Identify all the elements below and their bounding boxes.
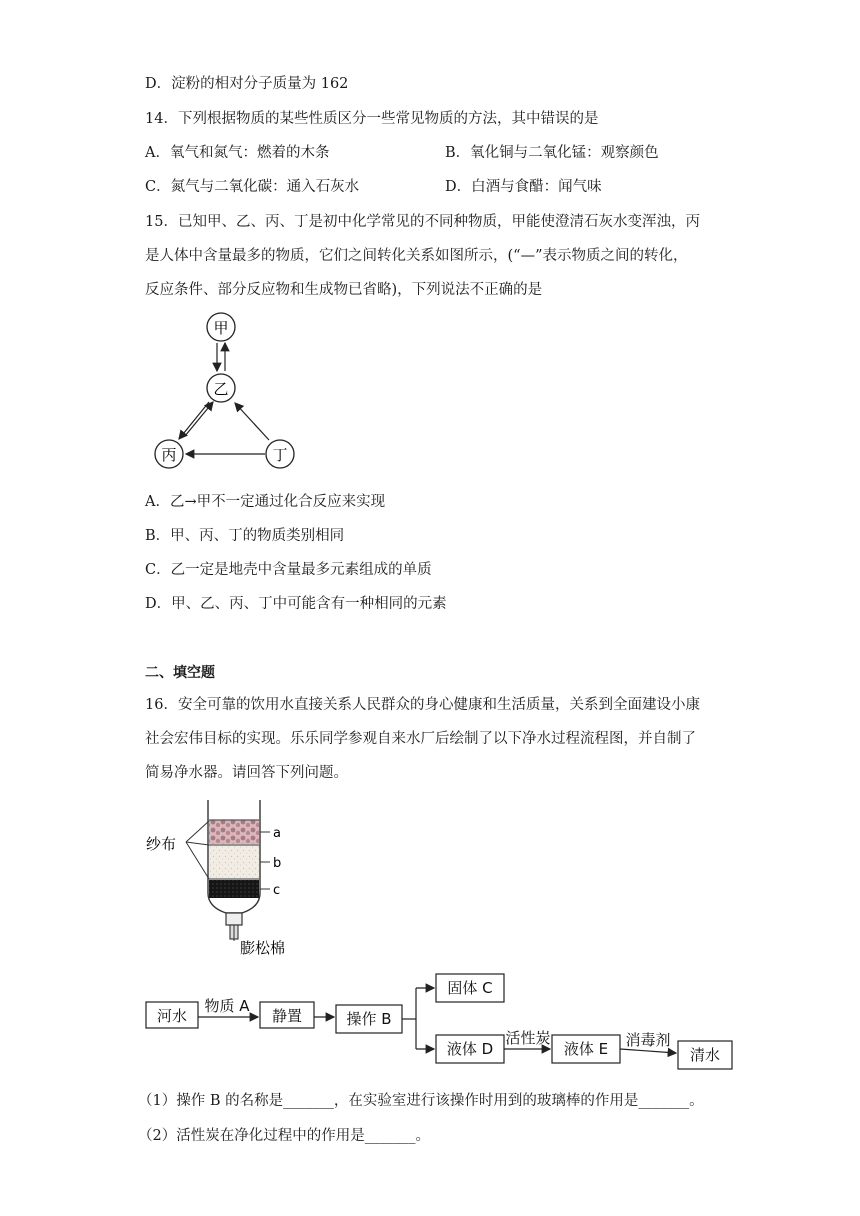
q13-option-d: D．淀粉的相对分子质量为 162 [145,76,349,92]
layer-b-sand [209,846,259,878]
section-title: 二、填空题 [145,665,215,681]
layer-a-label: a [273,826,281,841]
q15-option-c: C．乙一定是地壳中含量最多元素组成的单质 [145,562,432,578]
label-liquid-e: 液体 E [563,1040,609,1058]
label-settle: 静置 [271,1007,303,1025]
layer-c-carbon [209,880,259,898]
q15-option-b: B．甲、丙、丁的物质类别相同 [145,528,345,544]
node-jia [207,313,235,341]
layer-b-label: b [273,856,282,871]
layer-c-label: c [273,883,281,898]
simple-water-filter-figure [140,795,320,960]
q14-option-c: C．氮气与二氧化碳：通入石灰水 [145,179,360,195]
svg-text:丁: 丁 [272,446,288,464]
water-purification-flowchart [140,965,740,1077]
label-solid-c: 固体 C [447,979,493,997]
node-ding [266,440,294,468]
gauze-label: 纱布 [146,835,177,853]
svg-text:丙: 丙 [161,446,177,464]
q15-option-a: A．乙→甲不一定通过化合反应来实现 [145,494,386,510]
q15-option-d: D．甲、乙、丙、丁中可能含有一种相同的元素 [145,596,447,612]
q15-stem-3: 反应条件、部分反应物和生成物已省略)，下列说法不正确的是 [145,282,543,298]
layer-a-pebbles [209,820,259,844]
node-bing [155,440,183,468]
label-activated-carbon: 活性炭 [505,1029,551,1047]
cotton-label: 膨松棉 [240,939,286,957]
svg-text:乙: 乙 [213,380,229,398]
q14-option-a: A．氧气和氮气：燃着的木条 [145,145,330,161]
q16-stem-1: 16．安全可靠的饮用水直接关系人民群众的身心健康和生活质量，关系到全面建设小康 [145,697,700,713]
q14-option-b: B．氧化铜与二氧化锰：观察颜色 [445,145,659,161]
node-yi [207,374,235,402]
q16-stem-3: 简易净水器。请回答下列问题。 [145,765,348,781]
label-disinfectant: 消毒剂 [625,1031,671,1049]
q15-stem-2: 是人体中含量最多的物质，它们之间转化关系如图所示，(“—”表示物质之间的转化， [145,248,688,264]
q14-stem: 14．下列根据物质的某些性质区分一些常见物质的方法，其中错误的是 [145,111,599,127]
svg-text:甲: 甲 [213,319,229,337]
arrow-bing-to-yi [185,402,213,436]
q15-stem-1: 15．已知甲、乙、丙、丁是初中化学常见的不同种物质，甲能使澄清石灰水变浑浊，丙 [145,214,700,230]
q15-transformation-diagram [145,308,315,478]
label-operation-b: 操作 B [346,1010,392,1028]
q16-stem-2: 社会宏伟目标的实现。乐乐同学参观自来水厂后绘制了以下净水过程流程图，并自制了 [145,731,696,747]
label-clean-water: 清水 [689,1046,721,1064]
label-liquid-d: 液体 D [446,1040,494,1058]
q16-sub2: （2）活性炭在净化过程中的作用是_______。 [138,1128,430,1144]
q14-option-d: D．白酒与食醋：闻气味 [445,179,602,195]
arrow-yi-to-bing [179,402,209,439]
gauze-pointer-lines [186,821,209,879]
arrow-ding-to-yi [235,403,269,440]
label-substance-a: 物质 A [204,997,250,1015]
label-river-water: 河水 [156,1007,188,1025]
q16-sub1: （1）操作 B 的名称是_______，在实验室进行该操作时用到的玻璃棒的作用是_______。 [138,1093,704,1109]
